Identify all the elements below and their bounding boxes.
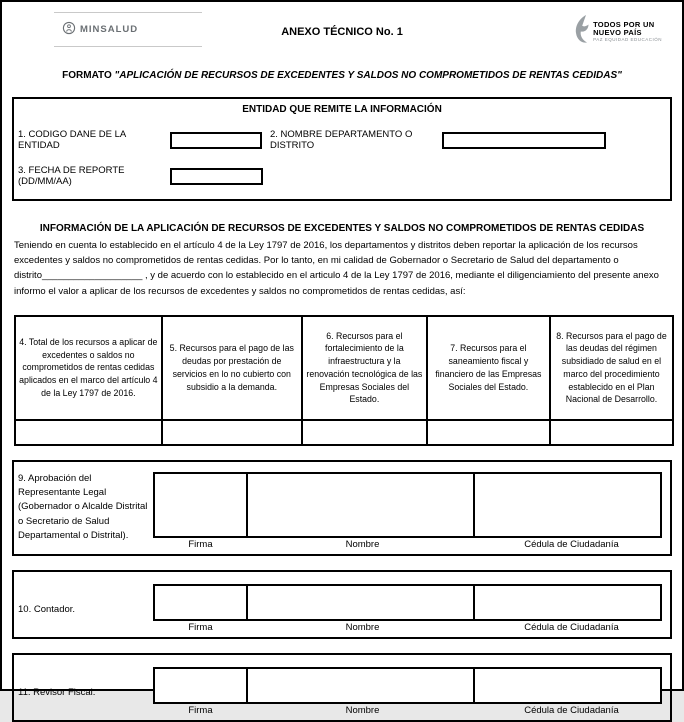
- signature-section-representante: [12, 460, 672, 556]
- contador-cedula-cell[interactable]: [473, 584, 662, 621]
- firma-label: Firma: [188, 704, 213, 716]
- header: [2, 10, 682, 60]
- nuevo-pais-swoosh-icon: [574, 14, 590, 49]
- nuevo-pais-logo: [574, 14, 662, 49]
- codigo-dane-input[interactable]: [170, 132, 262, 149]
- resources-header-8: 8. Recursos para el pago de las deudas del régimen subsidiado de salud en el marco del procedimiento establecido en el Plan Nacional de Desarrollo.: [550, 316, 673, 420]
- entity-section: [12, 97, 672, 201]
- nombre-label: Nombre: [345, 538, 380, 550]
- signature-section-contador: [12, 570, 672, 639]
- signature-section-revisor-fiscal: [12, 653, 672, 722]
- representante-label: 9. Aprobación del Representante Legal (Gobernador o Alcalde Distrital o Secretario de Salud Departamental o Distrital).: [18, 472, 148, 541]
- revisor-nombre-cell[interactable]: [246, 667, 475, 704]
- resources-value-8[interactable]: [550, 420, 673, 445]
- revisor-firma-cell[interactable]: [153, 667, 248, 704]
- codigo-dane-label: 1. CODIGO DANE DE LA ENTIDAD: [18, 129, 126, 151]
- entity-row-1: [18, 129, 666, 151]
- cedula-label: Cédula de Ciudadanía: [524, 704, 619, 716]
- resources-value-5[interactable]: [162, 420, 302, 445]
- resources-table: [14, 315, 674, 446]
- resources-header-7: 7. Recursos para el saneamiento fiscal y financiero de las Empresas Sociales del Estado.: [427, 316, 550, 420]
- fecha-reporte-input[interactable]: [170, 168, 263, 185]
- representante-cedula-cell[interactable]: [473, 472, 662, 538]
- resources-value-6[interactable]: [302, 420, 427, 445]
- cedula-label: Cédula de Ciudadanía: [524, 621, 619, 633]
- nombre-label: Nombre: [345, 621, 380, 633]
- firma-label: Firma: [188, 621, 213, 633]
- info-section-title: INFORMACIÓN DE LA APLICACIÓN DE RECURSOS DE EXCEDENTES Y SALDOS NO COMPROMETIDOS DE RENTAS CEDIDAS: [39, 223, 645, 234]
- revisor-fiscal-label: 11. Revisor Fiscal.: [18, 686, 96, 698]
- resources-header-5: 5. Recursos para el pago de las deudas por prestación de servicios en lo no cubierto con subsidio a la demanda.: [162, 316, 302, 420]
- page-title: ANEXO TÉCNICO No. 1: [281, 26, 403, 38]
- representante-firma-cell[interactable]: [153, 472, 248, 538]
- contador-nombre-cell[interactable]: [246, 584, 475, 621]
- nuevo-pais-line2: NUEVO PAÍS: [593, 27, 642, 37]
- cedula-label: Cédula de Ciudadanía: [524, 538, 619, 550]
- resources-header-4: 4. Total de los recursos a aplicar de excedentes o saldos no comprometidos de rentas cedidas aplicados en el marco del artículo 4 de la Ley 1797 de 2016.: [15, 316, 162, 420]
- nuevo-pais-line1: TODOS POR UN: [593, 19, 655, 29]
- resources-value-row: [15, 420, 673, 445]
- revisor-cedula-cell[interactable]: [473, 667, 662, 704]
- format-prefix: FORMATO: [62, 70, 112, 81]
- fecha-reporte-label: 3. FECHA DE REPORTE (DD/MM/AA): [18, 165, 125, 187]
- representante-nombre-cell[interactable]: [246, 472, 475, 538]
- resources-header-6: 6. Recursos para el fortalecimiento de la infraestructura y la renovación tecnológica de las Empresas Sociales del Estado.: [302, 316, 427, 420]
- nuevo-pais-slogan: PAZ EQUIDAD EDUCACIÓN: [593, 36, 662, 42]
- nombre-departamento-label: 2. NOMBRE DEPARTAMENTO O DISTRITO: [270, 129, 413, 151]
- resources-header-row: [15, 316, 673, 420]
- format-title: [2, 70, 682, 81]
- contador-label: 10. Contador.: [18, 603, 76, 615]
- nuevo-pais-logo-text: [593, 21, 662, 42]
- nombre-departamento-input[interactable]: [442, 132, 606, 149]
- resources-value-7[interactable]: [427, 420, 550, 445]
- firma-label: Firma: [188, 538, 213, 550]
- resources-value-4[interactable]: [15, 420, 162, 445]
- entity-row-2: [18, 165, 666, 187]
- minsalud-logo: [54, 12, 202, 47]
- minsalud-logo-icon: [62, 21, 76, 38]
- minsalud-logo-label: MINSALUD: [80, 24, 139, 35]
- nombre-label: Nombre: [345, 704, 380, 716]
- entity-section-title: ENTIDAD QUE REMITE LA INFORMACIÓN: [242, 104, 442, 115]
- contador-firma-cell[interactable]: [153, 584, 248, 621]
- info-paragraph: Teniendo en cuenta lo establecido en el artículo 4 de la Ley 1797 de 2016, los departamentos y distritos deben reportar la aplicación de los recursos excedentes y saldos no comprometidos de rentas cedidas. Por lo tanto, en mi calidad de Gobernador o Secretario de Salud del departamento o distrito___________________ , y de acuerdo con lo establecido en el articulo 4 de la Ley 1797 de 2016, mediante el diligenciamiento del presente anexo informo el valor a aplicar de los recursos de excedentes y saldos no comprometidos de rentas cedidas, así:: [14, 240, 659, 297]
- format-quoted-title: "APLICACIÓN DE RECURSOS DE EXCEDENTES Y SALDOS NO COMPROMETIDOS DE RENTAS CEDIDAS": [114, 70, 622, 81]
